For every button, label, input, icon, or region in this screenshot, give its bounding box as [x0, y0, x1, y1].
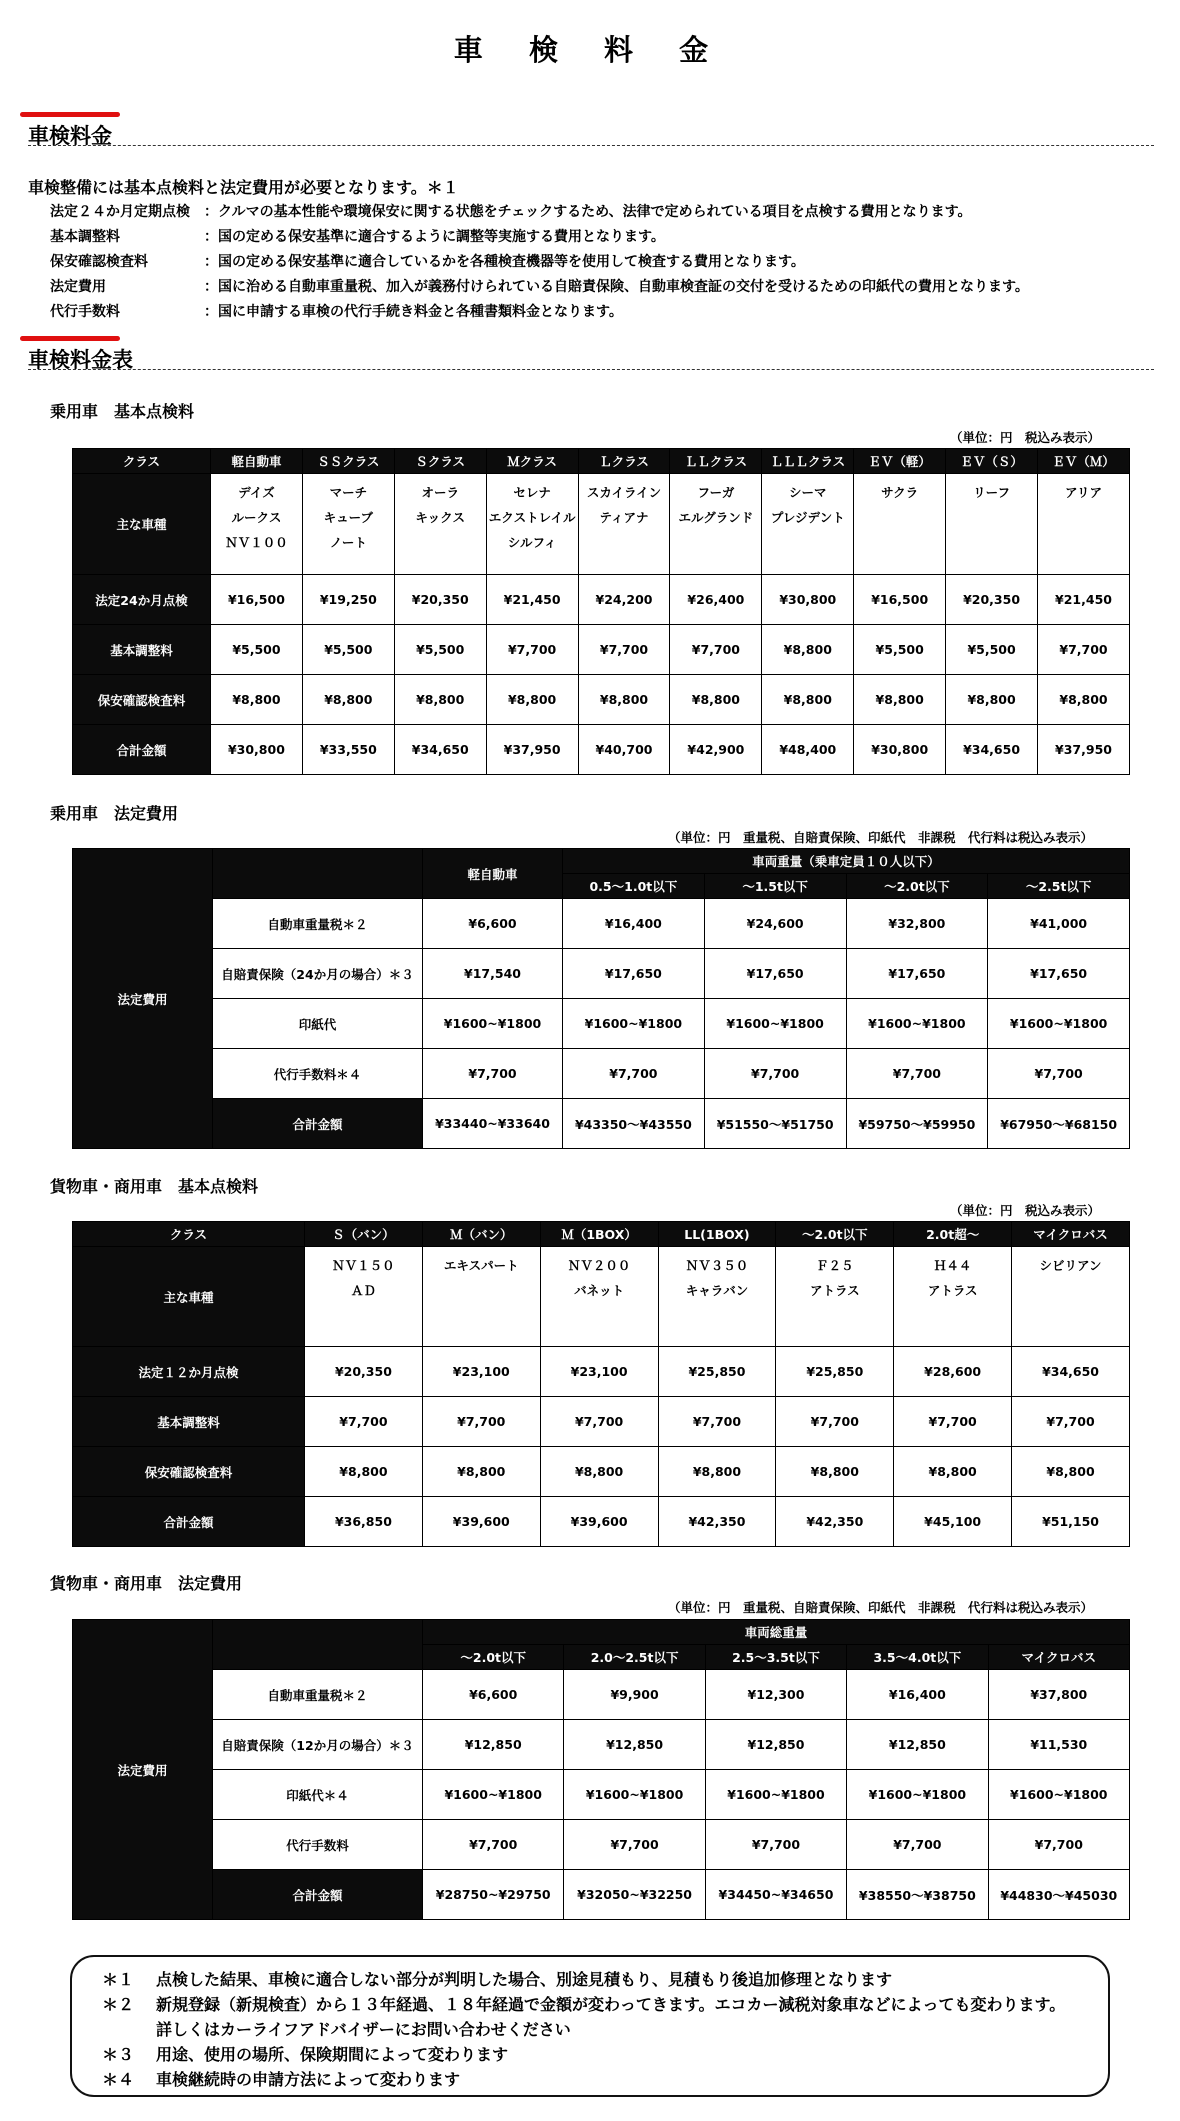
definition-item — [50, 200, 1029, 225]
row-label: 自賠責保険（12か月の場合）＊３ — [213, 1720, 423, 1770]
price-cell: ¥17,650 — [704, 949, 846, 999]
price-cell: ¥45,100 — [894, 1497, 1012, 1547]
definition-desc: ：クルマの基本性能や環境保安に関する状態をチェックするため、法律で定められている項目を点検する費用となります。 — [204, 204, 972, 220]
model-name: シルフィ — [507, 535, 557, 550]
column-header: マイクロバス — [988, 1645, 1129, 1670]
price-cell: ¥11,530 — [988, 1720, 1129, 1770]
model-name: デイズ — [238, 485, 275, 500]
model-cell — [540, 1247, 658, 1347]
price-cell: ¥37,950 — [486, 725, 578, 775]
price-cell: ¥8,800 — [394, 675, 486, 725]
model-name: シーマ — [789, 485, 827, 500]
price-cell: ¥17,650 — [846, 949, 988, 999]
price-cell: ¥7,700 — [670, 625, 762, 675]
model-name: スカイライン — [586, 485, 662, 500]
table-row — [73, 949, 1130, 999]
table-row — [73, 1247, 1130, 1347]
intro-text: 車検整備には基本点検料と法定費用が必要となります。＊１ — [28, 178, 459, 197]
model-name: マーチ — [329, 485, 368, 500]
price-cell: ¥12,300 — [705, 1670, 846, 1720]
price-cell: ¥51,150 — [1012, 1497, 1130, 1547]
footnotes-box — [70, 1955, 1110, 2097]
column-header-kei: 軽自動車 — [423, 849, 563, 899]
column-header: ＥＶ（Ｓ） — [946, 449, 1038, 474]
model-name: ティアナ — [599, 510, 649, 525]
row-label: 主な車種 — [73, 1247, 305, 1347]
table-row — [73, 1670, 1130, 1720]
price-cell: ¥51550～¥51750 — [704, 1099, 846, 1149]
price-cell: ¥30,800 — [211, 725, 303, 775]
definition-desc: ：国に申請する車検の代行手続き料金と各種書類料金となります。 — [204, 304, 623, 320]
model-cell — [946, 474, 1038, 575]
footnote-mark: ＊１ — [102, 1970, 135, 1989]
row-label: 主な車種 — [73, 474, 211, 575]
definition-desc: ：国の定める保安基準に適合しているかを各種検査機器等を使用して検査する費用となります。 — [204, 254, 805, 270]
price-cell: ¥24,600 — [704, 899, 846, 949]
footnote-item — [102, 2042, 508, 2065]
definition-term: 法定２４か月定期点検 — [50, 204, 190, 220]
header-blank — [213, 1620, 423, 1670]
table-row — [73, 1397, 1130, 1447]
column-header: マイクロバス — [1012, 1222, 1130, 1247]
price-cell: ¥26,400 — [670, 575, 762, 625]
table-corner-label: クラス — [73, 449, 211, 474]
column-header: 2.5～3.5t以下 — [705, 1645, 846, 1670]
price-cell: ¥1600~¥1800 — [847, 1770, 988, 1820]
price-cell: ¥12,850 — [705, 1720, 846, 1770]
model-cell — [302, 474, 394, 575]
model-name: プレジデント — [770, 510, 845, 525]
price-cell: ¥1600~¥1800 — [846, 999, 988, 1049]
price-cell: ¥7,700 — [540, 1397, 658, 1447]
model-name: ＮＶ２００ — [567, 1258, 631, 1273]
row-label: 自賠責保険（24か月の場合）＊３ — [213, 949, 423, 999]
model-cell — [1038, 474, 1130, 575]
column-header: ＥＶ（軽） — [854, 449, 946, 474]
price-cell: ¥1600~¥1800 — [564, 1770, 705, 1820]
price-cell: ¥16,500 — [854, 575, 946, 625]
price-cell: ¥1600~¥1800 — [423, 1770, 564, 1820]
definition-list — [50, 200, 1029, 325]
price-cell: ¥28,600 — [894, 1347, 1012, 1397]
table-row — [73, 625, 1130, 675]
price-cell: ¥23,100 — [540, 1347, 658, 1397]
price-cell: ¥17,650 — [988, 949, 1130, 999]
row-label: 保安確認検査料 — [73, 675, 211, 725]
section-heading-price-table — [28, 336, 1154, 370]
table-row — [73, 899, 1130, 949]
model-name: ＮＶ３５０ — [685, 1258, 749, 1273]
model-cell — [422, 1247, 540, 1347]
row-label: 代行手数料 — [213, 1820, 423, 1870]
price-cell: ¥59750～¥59950 — [846, 1099, 988, 1149]
price-cell: ¥34,650 — [1012, 1347, 1130, 1397]
footnote-item — [102, 2017, 571, 2040]
price-cell: ¥36,850 — [305, 1497, 423, 1547]
price-cell: ¥8,800 — [894, 1447, 1012, 1497]
model-cell — [854, 474, 946, 575]
row-label: 代行手数料＊４ — [213, 1049, 423, 1099]
price-cell: ¥12,850 — [847, 1720, 988, 1770]
price-cell: ¥1600~¥1800 — [423, 999, 563, 1049]
price-cell: ¥16,500 — [211, 575, 303, 625]
price-cell: ¥42,350 — [776, 1497, 894, 1547]
price-cell: ¥8,800 — [578, 675, 670, 725]
price-cell: ¥8,800 — [658, 1447, 776, 1497]
table-row — [73, 1099, 1130, 1149]
price-cell: ¥32,800 — [846, 899, 988, 949]
table-corner-label: クラス — [73, 1222, 305, 1247]
price-cell: ¥7,700 — [847, 1820, 988, 1870]
price-cell: ¥17,650 — [563, 949, 705, 999]
price-cell: ¥40,700 — [578, 725, 670, 775]
price-cell: ¥6,600 — [423, 1670, 564, 1720]
row-label: 基本調整料 — [73, 625, 211, 675]
price-cell: ¥7,700 — [704, 1049, 846, 1099]
column-header: ＥＶ（Ｍ） — [1038, 449, 1130, 474]
price-cell: ¥25,850 — [776, 1347, 894, 1397]
price-cell: ¥8,800 — [486, 675, 578, 725]
price-cell: ¥8,800 — [776, 1447, 894, 1497]
definition-item — [50, 225, 1029, 250]
table-row — [73, 1497, 1130, 1547]
model-name: エクストレイル — [488, 510, 576, 525]
price-cell: ¥7,700 — [1012, 1397, 1130, 1447]
model-name: フーガ — [697, 485, 735, 500]
model-cell — [578, 474, 670, 575]
price-cell: ¥1600~¥1800 — [988, 999, 1130, 1049]
table1-subtitle: 乗用車 基本点検料 — [50, 402, 195, 421]
column-header: ＬＬＬクラス — [762, 449, 854, 474]
price-cell: ¥23,100 — [422, 1347, 540, 1397]
price-cell: ¥7,700 — [776, 1397, 894, 1447]
price-cell: ¥20,350 — [305, 1347, 423, 1397]
model-name: エルグランド — [678, 510, 754, 525]
price-cell: ¥6,600 — [423, 899, 563, 949]
price-cell: ¥30,800 — [762, 575, 854, 625]
model-cell — [658, 1247, 776, 1347]
price-cell: ¥12,850 — [423, 1720, 564, 1770]
price-cell: ¥8,800 — [946, 675, 1038, 725]
page-title: 車 検 料 金 — [453, 33, 727, 67]
price-cell: ¥21,450 — [486, 575, 578, 625]
passenger-inspection-table — [72, 448, 1130, 775]
price-cell: ¥7,700 — [422, 1397, 540, 1447]
price-cell: ¥5,500 — [394, 625, 486, 675]
row-label: 印紙代 — [213, 999, 423, 1049]
price-cell: ¥7,700 — [1038, 625, 1130, 675]
footnote-mark: ＊２ — [102, 1995, 135, 2014]
definition-item — [50, 250, 1029, 275]
model-name: アトラス — [809, 1283, 860, 1298]
price-cell: ¥7,700 — [658, 1397, 776, 1447]
model-name: ＡＤ — [350, 1283, 376, 1298]
column-header: ～1.5t以下 — [704, 874, 846, 899]
heading-accent-bar — [20, 112, 120, 117]
price-cell: ¥28750~¥29750 — [423, 1870, 564, 1920]
table-header-row — [73, 1620, 1130, 1645]
price-cell: ¥12,850 — [564, 1720, 705, 1770]
definition-term: 代行手数料 — [50, 304, 120, 320]
footnote-text: 車検継続時の申請方法によって変わります — [156, 2070, 461, 2089]
side-label: 法定費用 — [73, 1620, 213, 1920]
price-cell: ¥34450~¥34650 — [705, 1870, 846, 1920]
row-label: 法定24か月点検 — [73, 575, 211, 625]
footnote-text: 用途、使用の場所、保険期間によって変わります — [156, 2045, 509, 2064]
model-name: キューブ — [323, 510, 374, 525]
table1-unit: （単位：円 税込み表示） — [950, 430, 1101, 445]
table-row — [73, 725, 1130, 775]
model-cell — [1012, 1247, 1130, 1347]
price-cell: ¥7,700 — [894, 1397, 1012, 1447]
price-cell: ¥8,800 — [854, 675, 946, 725]
price-cell: ¥8,800 — [211, 675, 303, 725]
column-header: ～2.0t以下 — [423, 1645, 564, 1670]
price-cell: ¥7,700 — [988, 1820, 1129, 1870]
section-heading-label: 車検料金 — [28, 124, 112, 148]
table-row — [73, 675, 1130, 725]
price-cell: ¥7,700 — [705, 1820, 846, 1870]
price-cell: ¥24,200 — [578, 575, 670, 625]
column-header: 0.5～1.0t以下 — [563, 874, 705, 899]
definition-desc: ：国に治める自動車重量税、加入が義務付けられている自賠責保険、自動車検査証の交付を受けるための印紙代の費用となります。 — [204, 279, 1029, 295]
price-cell: ¥19,250 — [302, 575, 394, 625]
price-cell: ¥44830～¥45030 — [988, 1870, 1129, 1920]
footnote-text: 新規登録（新規検査）から１３年経過、１８年経過で金額が変わってきます。エコカー減税対象車などによっても変わります。 — [156, 1995, 1066, 2014]
price-cell: ¥42,350 — [658, 1497, 776, 1547]
model-cell — [670, 474, 762, 575]
row-label: 合計金額 — [73, 725, 211, 775]
price-cell: ¥7,700 — [563, 1049, 705, 1099]
table-header-row — [73, 449, 1130, 474]
footnote-item — [102, 2067, 460, 2090]
model-cell — [776, 1247, 894, 1347]
price-cell: ¥8,800 — [670, 675, 762, 725]
side-label: 法定費用 — [73, 849, 213, 1149]
table-header-row — [73, 1222, 1130, 1247]
price-cell: ¥5,500 — [946, 625, 1038, 675]
price-cell: ¥33,550 — [302, 725, 394, 775]
section-heading-fees — [28, 112, 1154, 146]
price-cell: ¥16,400 — [563, 899, 705, 949]
price-cell: ¥8,800 — [762, 625, 854, 675]
footnote-mark: ＊３ — [102, 2045, 135, 2064]
section-heading-label: 車検料金表 — [28, 348, 133, 372]
table-row — [73, 1770, 1130, 1820]
model-name: セレナ — [513, 485, 551, 500]
definition-term: 法定費用 — [50, 279, 106, 295]
model-name: バネット — [574, 1283, 625, 1298]
footnote-item — [102, 1967, 892, 1990]
price-cell: ¥39,600 — [540, 1497, 658, 1547]
column-header: ～2.0t以下 — [776, 1222, 894, 1247]
row-label: 合計金額 — [213, 1870, 423, 1920]
table-header-row — [73, 849, 1130, 874]
model-name: サクラ — [881, 485, 919, 500]
column-header: Ｍ（1BOX） — [540, 1222, 658, 1247]
model-name: アリア — [1065, 485, 1103, 500]
price-cell: ¥1600~¥1800 — [563, 999, 705, 1049]
price-cell: ¥7,700 — [564, 1820, 705, 1870]
price-cell: ¥48,400 — [762, 725, 854, 775]
model-name: キックス — [415, 510, 466, 525]
price-cell: ¥20,350 — [946, 575, 1038, 625]
column-header: Ｓクラス — [394, 449, 486, 474]
dashed-divider — [28, 145, 1154, 146]
price-cell: ¥41,000 — [988, 899, 1130, 949]
definition-term: 保安確認検査料 — [50, 254, 148, 270]
model-name: Ｆ２５ — [816, 1258, 854, 1273]
row-label: 印紙代＊４ — [213, 1770, 423, 1820]
price-cell: ¥39,600 — [422, 1497, 540, 1547]
model-name: ＮＶ１５０ — [332, 1258, 395, 1273]
model-name: リーフ — [973, 485, 1011, 500]
price-cell: ¥67950～¥68150 — [988, 1099, 1130, 1149]
price-cell: ¥7,700 — [423, 1049, 563, 1099]
price-cell: ¥7,700 — [486, 625, 578, 675]
column-header: ＳＳクラス — [302, 449, 394, 474]
model-cell — [762, 474, 854, 575]
table2-subtitle: 乗用車 法定費用 — [50, 804, 179, 823]
price-cell: ¥42,900 — [670, 725, 762, 775]
price-cell: ¥1600~¥1800 — [705, 1770, 846, 1820]
column-header: 3.5～4.0t以下 — [847, 1645, 988, 1670]
column-header: Ｓ（バン） — [305, 1222, 423, 1247]
column-header: 2.0～2.5t以下 — [564, 1645, 705, 1670]
price-cell: ¥8,800 — [305, 1447, 423, 1497]
column-header: 2.0t超～ — [894, 1222, 1012, 1247]
table-row — [73, 1049, 1130, 1099]
commercial-legal-fees-table — [72, 1619, 1130, 1920]
column-header: ＬＬクラス — [670, 449, 762, 474]
price-cell: ¥37,800 — [988, 1670, 1129, 1720]
price-cell: ¥7,700 — [578, 625, 670, 675]
definition-item — [50, 275, 1029, 300]
row-label: 基本調整料 — [73, 1397, 305, 1447]
price-cell: ¥8,800 — [1012, 1447, 1130, 1497]
price-cell: ¥5,500 — [211, 625, 303, 675]
model-name: エキスパート — [443, 1258, 519, 1273]
passenger-legal-fees-table — [72, 848, 1130, 1149]
model-name: ノート — [329, 535, 367, 550]
model-cell — [894, 1247, 1012, 1347]
column-header: LL(1BOX) — [658, 1222, 776, 1247]
table-row — [73, 1720, 1130, 1770]
model-name: ルークス — [231, 510, 282, 525]
price-cell: ¥21,450 — [1038, 575, 1130, 625]
column-header: Ｌクラス — [578, 449, 670, 474]
model-name: Ｈ４４ — [933, 1258, 972, 1273]
table-row — [73, 1347, 1130, 1397]
price-cell: ¥34,650 — [946, 725, 1038, 775]
model-name: シビリアン — [1039, 1258, 1102, 1273]
table-row — [73, 575, 1130, 625]
model-cell — [394, 474, 486, 575]
model-cell — [305, 1247, 423, 1347]
price-cell: ¥7,700 — [305, 1397, 423, 1447]
group-header: 車両総重量 — [423, 1620, 1130, 1645]
price-cell: ¥5,500 — [302, 625, 394, 675]
table2-unit: （単位：円 重量税、自賠責保険、印紙代 非課税 代行料は税込み表示） — [668, 830, 1094, 845]
dashed-divider — [28, 369, 1154, 370]
price-cell: ¥1600~¥1800 — [704, 999, 846, 1049]
price-cell: ¥17,540 — [423, 949, 563, 999]
price-cell: ¥7,700 — [423, 1820, 564, 1870]
model-cell — [486, 474, 578, 575]
column-header: Ｍクラス — [486, 449, 578, 474]
table-row — [73, 1447, 1130, 1497]
price-cell: ¥8,800 — [762, 675, 854, 725]
price-cell: ¥16,400 — [847, 1670, 988, 1720]
model-name: オーラ — [421, 485, 459, 500]
price-cell: ¥1600~¥1800 — [988, 1770, 1129, 1820]
footnote-mark: ＊４ — [102, 2070, 135, 2089]
price-cell: ¥25,850 — [658, 1347, 776, 1397]
table-row — [73, 1870, 1130, 1920]
price-cell: ¥7,700 — [988, 1049, 1130, 1099]
column-header: ～2.5t以下 — [988, 874, 1130, 899]
table3-unit: （単位：円 税込み表示） — [950, 1203, 1101, 1218]
price-cell: ¥30,800 — [854, 725, 946, 775]
price-cell: ¥9,900 — [564, 1670, 705, 1720]
definition-item — [50, 300, 1029, 325]
model-cell — [211, 474, 303, 575]
model-name: アトラス — [927, 1283, 978, 1298]
group-header: 車両重量（乗車定員１０人以下） — [563, 849, 1130, 874]
price-cell: ¥8,800 — [302, 675, 394, 725]
price-cell: ¥34,650 — [394, 725, 486, 775]
table-row — [73, 999, 1130, 1049]
column-header: ～2.0t以下 — [846, 874, 988, 899]
row-label: 自動車重量税＊２ — [213, 899, 423, 949]
table4-unit: （単位：円 重量税、自賠責保険、印紙代 非課税 代行料は税込み表示） — [668, 1600, 1094, 1615]
table-row — [73, 1820, 1130, 1870]
price-cell: ¥8,800 — [540, 1447, 658, 1497]
table3-subtitle: 貨物車・商用車 基本点検料 — [50, 1177, 259, 1196]
price-cell: ¥32050~¥32250 — [564, 1870, 705, 1920]
price-cell: ¥5,500 — [854, 625, 946, 675]
heading-accent-bar — [20, 336, 120, 341]
table-row — [73, 474, 1130, 575]
row-label: 合計金額 — [73, 1497, 305, 1547]
price-cell: ¥43350～¥43550 — [563, 1099, 705, 1149]
row-label: 法定１２か月点検 — [73, 1347, 305, 1397]
definition-term: 基本調整料 — [50, 229, 120, 245]
price-cell: ¥8,800 — [1038, 675, 1130, 725]
footnote-text: 点検した結果、車検に適合しない部分が判明した場合、別途見積もり、見積もり後追加修理となります — [156, 1970, 893, 1989]
model-name: キャラバン — [685, 1283, 749, 1298]
price-cell: ¥20,350 — [394, 575, 486, 625]
row-label: 合計金額 — [213, 1099, 423, 1149]
definition-desc: ：国の定める保安基準に適合するように調整等実施する費用となります。 — [204, 229, 665, 245]
model-name: ＮＶ１００ — [225, 535, 288, 550]
price-cell: ¥37,950 — [1038, 725, 1130, 775]
commercial-inspection-table — [72, 1221, 1130, 1547]
column-header: Ｍ（バン） — [422, 1222, 540, 1247]
footnote-text: 詳しくはカーライフアドバイザーにお問い合わせください — [156, 2020, 571, 2039]
row-label: 自動車重量税＊２ — [213, 1670, 423, 1720]
footnote-item — [102, 1992, 1065, 2015]
price-cell: ¥8,800 — [422, 1447, 540, 1497]
price-cell: ¥38550～¥38750 — [847, 1870, 988, 1920]
table4-subtitle: 貨物車・商用車 法定費用 — [50, 1574, 243, 1593]
row-label: 保安確認検査料 — [73, 1447, 305, 1497]
header-blank — [213, 849, 423, 899]
price-cell: ¥33440~¥33640 — [423, 1099, 563, 1149]
column-header: 軽自動車 — [211, 449, 303, 474]
price-cell: ¥7,700 — [846, 1049, 988, 1099]
